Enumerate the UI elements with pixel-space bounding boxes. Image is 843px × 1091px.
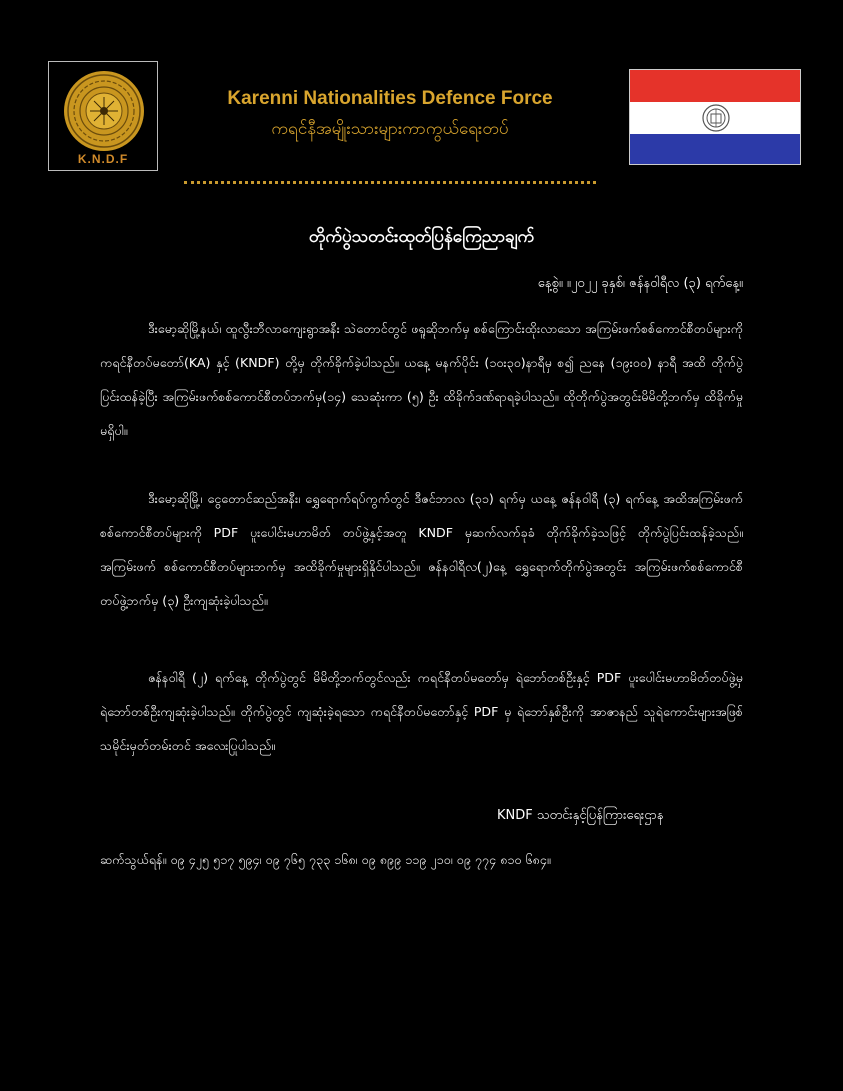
paragraph-2 <box>100 482 743 618</box>
document-date: နေ့စွဲ။ ။၂၀၂၂ ခုနှစ်၊ ဇန်နဝါရီလ (၃) ရက်နေ့။ <box>537 276 743 291</box>
org-name-burmese: ကရင်နီအမျိုးသားများကာကွယ်ရေးတပ် <box>271 119 509 139</box>
kndf-logo <box>48 61 158 171</box>
contact-numbers: ဆက်သွယ်ရန်။ ၀၉ ၄၂၅ ၅၁၇ ၅၉၄၊ ၀၉ ၇၆၅ ၇၃၃ ၁၆၈၊ ၀၉ ၈၉၉ ၁၁၉ ၂၁၀၊ ၀၉ ၇၇၄ ၈၁၀ ၆၈၄။ <box>100 852 551 867</box>
flag-red-stripe <box>630 70 800 102</box>
karenni-flag-icon <box>700 102 732 134</box>
org-name-english: Karenni Nationalities Defence Force <box>227 88 553 109</box>
paragraph-1 <box>100 312 743 448</box>
flag-blue-stripe <box>630 134 800 165</box>
paragraph-text: ဒီးမော့ဆိုမြို့၊ ငွေတောင်ဆည်အနီး၊ ရွှေရောက်ရပ်ကွက်တွင် ဒီဇင်ဘာလ (၃၁) ရက်မှ ယနေ့ ဇန်နဝါရီ (၃) ရက်နေ့ အထိအကြမ်းဖက်စစ်ကောင်စီတပ်များကို PDF ပူးပေါင်းမဟာမိတ် တပ်ဖွဲ့နှင့်အတူ KNDF မှဆက်လက်ခုခံ တိုက်ခိုက်ခဲ့သဖြင့် တိုက်ပွဲပြင်းထန်ခဲ့သည်။ အကြမ်းဖက် စစ်ကောင်စီတပ်များဘက်မှ အထိခိုက်မှုများရှိနိုင်ပါသည်။ ဇန်နဝါရီလ(၂)နေ့ ရွှေရောက်တိုက်ပွဲအတွင်း အကြမ်းဖက်စစ်ကောင်စီတပ်ဖွဲ့ဘက်မှ (၃) ဦးကျဆုံးခဲ့ပါသည်။ <box>100 491 743 608</box>
logo-caption: K.N.D.F <box>77 152 129 166</box>
issuing-department: KNDF သတင်းနှင့်ပြန်ကြားရေးဌာန <box>497 808 664 823</box>
paragraph-text: ဇန်နဝါရီ (၂) ရက်နေ့ တိုက်ပွဲတွင် မိမိတို့ဘက်တွင်လည်း ကရင်နီတပ်မတော်မှ ရဲဘော်တစ်ဦးနှင့် PDF ပူးပေါင်းမဟာမိတ်တပ်ဖွဲ့မှ ရဲဘော်တစ်ဦးကျဆုံးခဲ့ပါသည်။ တိုက်ပွဲတွင် ကျဆုံးခဲ့ရသော ကရင်နီတပ်မတော်နှင့် PDF မှ ရဲဘော်နှစ်ဦးကို အာဇာနည် သူရဲကောင်းများအဖြစ် သမိုင်းမှတ်တမ်းတင် အလေးပြုပါသည်။ <box>100 670 743 753</box>
kndf-emblem-icon <box>61 68 147 154</box>
header-divider <box>184 181 596 184</box>
paragraph-3 <box>100 661 743 763</box>
document-heading: တိုက်ပွဲသတင်းထုတ်ပြန်ကြေညာချက် <box>308 227 535 247</box>
karenni-flag <box>629 69 801 165</box>
paragraph-text: ဒီးမော့ဆိုမြို့နယ်၊ ထူလွီးဘီလာကျေးရွာအနီး သဲတောင်တွင် ဖရူဆိုဘက်မှ စစ်ကြောင်းထိုးလာသော အကြမ်းဖက်စစ်ကောင်စီတပ်များကို ကရင်နီတပ်မတော်(KA) နှင့် (KNDF) တို့မှ တိုက်ခိုက်ခဲ့ပါသည်။ ယနေ့ မနက်ပိုင်း (၁၀း၃၀)နာရီမှ စ၍ ညနေ (၁၉း၀၀) နာရီ အထိ တိုက်ပွဲပြင်းထန်ခဲ့ပြီး အကြမ်းဖက်စစ်ကောင်စီတပ်ဘက်မှ(၁၄) သေဆုံးကာ (၅) ဦး ထိခိုက်ဒဏ်ရာရခဲ့ပါသည်။ ထိုတိုက်ပွဲအတွင်းမိမိတို့ဘက်မှ ထိခိုက်မှုမရှိပါ။ <box>100 321 743 438</box>
